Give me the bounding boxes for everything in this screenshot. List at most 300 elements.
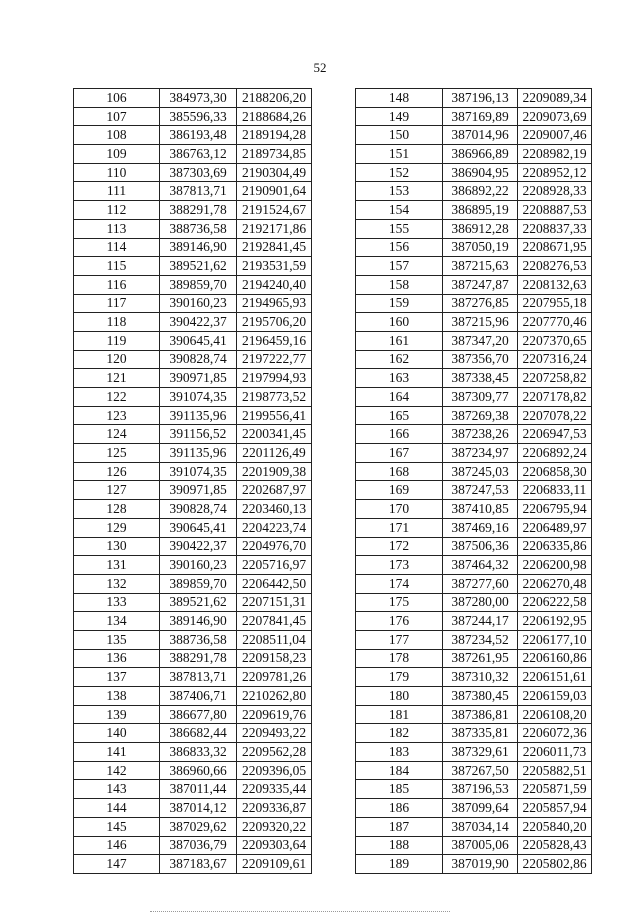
y-coordinate-cell: 2207151,31 bbox=[237, 593, 312, 612]
x-coordinate-cell: 387267,50 bbox=[443, 761, 518, 780]
y-coordinate-cell: 2206858,30 bbox=[518, 462, 592, 481]
table-row bbox=[74, 275, 312, 294]
x-coordinate-cell: 387019,90 bbox=[443, 855, 518, 874]
table-row bbox=[74, 145, 312, 164]
x-coordinate-cell: 390422,37 bbox=[160, 313, 237, 332]
y-coordinate-cell: 2208837,33 bbox=[518, 219, 592, 238]
x-coordinate-cell: 387347,20 bbox=[443, 331, 518, 350]
y-coordinate-cell: 2208952,12 bbox=[518, 163, 592, 182]
y-coordinate-cell: 2190901,64 bbox=[237, 182, 312, 201]
point-number-cell: 164 bbox=[356, 388, 443, 407]
point-number-cell: 121 bbox=[74, 369, 160, 388]
x-coordinate-cell: 386763,12 bbox=[160, 145, 237, 164]
point-number-cell: 154 bbox=[356, 201, 443, 220]
table-row bbox=[356, 780, 592, 799]
x-coordinate-cell: 387406,71 bbox=[160, 687, 237, 706]
point-number-cell: 115 bbox=[74, 257, 160, 276]
y-coordinate-cell: 2209335,44 bbox=[237, 780, 312, 799]
x-coordinate-cell: 387247,53 bbox=[443, 481, 518, 500]
x-coordinate-cell: 388736,58 bbox=[160, 219, 237, 238]
table-row bbox=[356, 705, 592, 724]
x-coordinate-cell: 388736,58 bbox=[160, 630, 237, 649]
y-coordinate-cell: 2208132,63 bbox=[518, 275, 592, 294]
point-number-cell: 160 bbox=[356, 313, 443, 332]
point-number-cell: 117 bbox=[74, 294, 160, 313]
point-number-cell: 118 bbox=[74, 313, 160, 332]
point-number-cell: 126 bbox=[74, 462, 160, 481]
point-number-cell: 182 bbox=[356, 724, 443, 743]
y-coordinate-cell: 2198773,52 bbox=[237, 388, 312, 407]
point-number-cell: 109 bbox=[74, 145, 160, 164]
table-row bbox=[356, 836, 592, 855]
x-coordinate-cell: 387014,96 bbox=[443, 126, 518, 145]
x-coordinate-cell: 389146,90 bbox=[160, 612, 237, 631]
y-coordinate-cell: 2193531,59 bbox=[237, 257, 312, 276]
y-coordinate-cell: 2194240,40 bbox=[237, 275, 312, 294]
point-number-cell: 122 bbox=[74, 388, 160, 407]
table-row bbox=[74, 761, 312, 780]
point-number-cell: 156 bbox=[356, 238, 443, 257]
table-row bbox=[356, 500, 592, 519]
x-coordinate-cell: 387269,38 bbox=[443, 406, 518, 425]
y-coordinate-cell: 2201909,38 bbox=[237, 462, 312, 481]
table-row bbox=[74, 238, 312, 257]
y-coordinate-cell: 2207370,65 bbox=[518, 331, 592, 350]
y-coordinate-cell: 2206892,24 bbox=[518, 444, 592, 463]
x-coordinate-cell: 387099,64 bbox=[443, 799, 518, 818]
table-row bbox=[356, 369, 592, 388]
table-row bbox=[356, 107, 592, 126]
x-coordinate-cell: 387386,81 bbox=[443, 705, 518, 724]
table-row bbox=[356, 126, 592, 145]
table-row bbox=[74, 425, 312, 444]
table-row bbox=[74, 668, 312, 687]
point-number-cell: 185 bbox=[356, 780, 443, 799]
x-coordinate-cell: 384973,30 bbox=[160, 89, 237, 108]
table-row bbox=[74, 724, 312, 743]
y-coordinate-cell: 2204223,74 bbox=[237, 518, 312, 537]
table-row bbox=[74, 331, 312, 350]
table-row bbox=[74, 126, 312, 145]
point-number-cell: 111 bbox=[74, 182, 160, 201]
x-coordinate-cell: 390160,23 bbox=[160, 294, 237, 313]
table-row bbox=[356, 182, 592, 201]
table-row bbox=[74, 369, 312, 388]
y-coordinate-cell: 2195706,20 bbox=[237, 313, 312, 332]
point-number-cell: 135 bbox=[74, 630, 160, 649]
table-row bbox=[356, 574, 592, 593]
y-coordinate-cell: 2202687,97 bbox=[237, 481, 312, 500]
point-number-cell: 127 bbox=[74, 481, 160, 500]
y-coordinate-cell: 2196459,16 bbox=[237, 331, 312, 350]
x-coordinate-cell: 387196,53 bbox=[443, 780, 518, 799]
table-row bbox=[356, 294, 592, 313]
point-number-cell: 124 bbox=[74, 425, 160, 444]
y-coordinate-cell: 2205857,94 bbox=[518, 799, 592, 818]
x-coordinate-cell: 389521,62 bbox=[160, 593, 237, 612]
x-coordinate-cell: 387813,71 bbox=[160, 182, 237, 201]
table-row bbox=[74, 313, 312, 332]
table-row bbox=[74, 855, 312, 874]
y-coordinate-cell: 2209562,28 bbox=[237, 743, 312, 762]
y-coordinate-cell: 2188206,20 bbox=[237, 89, 312, 108]
x-coordinate-cell: 387029,62 bbox=[160, 817, 237, 836]
table-row bbox=[356, 556, 592, 575]
x-coordinate-cell: 388291,78 bbox=[160, 649, 237, 668]
x-coordinate-cell: 387506,36 bbox=[443, 537, 518, 556]
x-coordinate-cell: 387183,67 bbox=[160, 855, 237, 874]
y-coordinate-cell: 2201126,49 bbox=[237, 444, 312, 463]
y-coordinate-cell: 2209619,76 bbox=[237, 705, 312, 724]
x-coordinate-cell: 389859,70 bbox=[160, 574, 237, 593]
x-coordinate-cell: 387011,44 bbox=[160, 780, 237, 799]
table-row bbox=[74, 612, 312, 631]
table-row bbox=[356, 481, 592, 500]
y-coordinate-cell: 2203460,13 bbox=[237, 500, 312, 519]
x-coordinate-cell: 390971,85 bbox=[160, 369, 237, 388]
x-coordinate-cell: 387014,12 bbox=[160, 799, 237, 818]
point-number-cell: 119 bbox=[74, 331, 160, 350]
table-row bbox=[356, 388, 592, 407]
point-number-cell: 123 bbox=[74, 406, 160, 425]
point-number-cell: 176 bbox=[356, 612, 443, 631]
x-coordinate-cell: 387169,89 bbox=[443, 107, 518, 126]
point-number-cell: 134 bbox=[74, 612, 160, 631]
x-coordinate-cell: 391074,35 bbox=[160, 462, 237, 481]
point-number-cell: 171 bbox=[356, 518, 443, 537]
table-row bbox=[356, 537, 592, 556]
table-row bbox=[74, 481, 312, 500]
x-coordinate-cell: 387196,13 bbox=[443, 89, 518, 108]
table-row bbox=[356, 313, 592, 332]
table-row bbox=[356, 145, 592, 164]
table-row bbox=[356, 275, 592, 294]
x-coordinate-cell: 386895,19 bbox=[443, 201, 518, 220]
table-row bbox=[74, 687, 312, 706]
x-coordinate-cell: 391156,52 bbox=[160, 425, 237, 444]
y-coordinate-cell: 2207955,18 bbox=[518, 294, 592, 313]
x-coordinate-cell: 386833,32 bbox=[160, 743, 237, 762]
point-number-cell: 146 bbox=[74, 836, 160, 855]
point-number-cell: 165 bbox=[356, 406, 443, 425]
x-coordinate-cell: 387380,45 bbox=[443, 687, 518, 706]
point-number-cell: 179 bbox=[356, 668, 443, 687]
table-row bbox=[356, 201, 592, 220]
x-coordinate-cell: 387280,00 bbox=[443, 593, 518, 612]
x-coordinate-cell: 387464,32 bbox=[443, 556, 518, 575]
x-coordinate-cell: 390160,23 bbox=[160, 556, 237, 575]
y-coordinate-cell: 2207258,82 bbox=[518, 369, 592, 388]
point-number-cell: 151 bbox=[356, 145, 443, 164]
x-coordinate-cell: 387215,96 bbox=[443, 313, 518, 332]
y-coordinate-cell: 2206222,58 bbox=[518, 593, 592, 612]
y-coordinate-cell: 2206108,20 bbox=[518, 705, 592, 724]
x-coordinate-cell: 389146,90 bbox=[160, 238, 237, 257]
y-coordinate-cell: 2209396,05 bbox=[237, 761, 312, 780]
point-number-cell: 131 bbox=[74, 556, 160, 575]
x-coordinate-cell: 387234,97 bbox=[443, 444, 518, 463]
y-coordinate-cell: 2205840,20 bbox=[518, 817, 592, 836]
x-coordinate-cell: 390645,41 bbox=[160, 518, 237, 537]
table-row bbox=[74, 163, 312, 182]
table-row bbox=[74, 743, 312, 762]
point-number-cell: 128 bbox=[74, 500, 160, 519]
y-coordinate-cell: 2207078,22 bbox=[518, 406, 592, 425]
x-coordinate-cell: 390645,41 bbox=[160, 331, 237, 350]
y-coordinate-cell: 2206160,86 bbox=[518, 649, 592, 668]
point-number-cell: 183 bbox=[356, 743, 443, 762]
y-coordinate-cell: 2209493,22 bbox=[237, 724, 312, 743]
point-number-cell: 169 bbox=[356, 481, 443, 500]
y-coordinate-cell: 2208982,19 bbox=[518, 145, 592, 164]
y-coordinate-cell: 2200341,45 bbox=[237, 425, 312, 444]
y-coordinate-cell: 2209303,64 bbox=[237, 836, 312, 855]
table-row bbox=[74, 593, 312, 612]
y-coordinate-cell: 2205716,97 bbox=[237, 556, 312, 575]
table-row bbox=[74, 294, 312, 313]
point-number-cell: 155 bbox=[356, 219, 443, 238]
table-row bbox=[356, 331, 592, 350]
x-coordinate-cell: 386892,22 bbox=[443, 182, 518, 201]
point-number-cell: 114 bbox=[74, 238, 160, 257]
point-number-cell: 108 bbox=[74, 126, 160, 145]
y-coordinate-cell: 2206192,95 bbox=[518, 612, 592, 631]
point-number-cell: 150 bbox=[356, 126, 443, 145]
x-coordinate-cell: 387244,17 bbox=[443, 612, 518, 631]
point-number-cell: 152 bbox=[356, 163, 443, 182]
table-row bbox=[74, 649, 312, 668]
x-coordinate-cell: 387338,45 bbox=[443, 369, 518, 388]
table-row bbox=[74, 350, 312, 369]
point-number-cell: 189 bbox=[356, 855, 443, 874]
y-coordinate-cell: 2209781,26 bbox=[237, 668, 312, 687]
y-coordinate-cell: 2210262,80 bbox=[237, 687, 312, 706]
y-coordinate-cell: 2206159,03 bbox=[518, 687, 592, 706]
x-coordinate-cell: 387034,14 bbox=[443, 817, 518, 836]
y-coordinate-cell: 2207770,46 bbox=[518, 313, 592, 332]
table-row bbox=[356, 425, 592, 444]
point-number-cell: 186 bbox=[356, 799, 443, 818]
y-coordinate-cell: 2197994,93 bbox=[237, 369, 312, 388]
y-coordinate-cell: 2189194,28 bbox=[237, 126, 312, 145]
table-row bbox=[356, 238, 592, 257]
table-row bbox=[74, 574, 312, 593]
point-number-cell: 153 bbox=[356, 182, 443, 201]
point-number-cell: 113 bbox=[74, 219, 160, 238]
point-number-cell: 177 bbox=[356, 630, 443, 649]
page-number: 52 bbox=[313, 60, 327, 75]
table-row bbox=[74, 556, 312, 575]
x-coordinate-cell: 387234,52 bbox=[443, 630, 518, 649]
x-coordinate-cell: 387813,71 bbox=[160, 668, 237, 687]
y-coordinate-cell: 2208928,33 bbox=[518, 182, 592, 201]
y-coordinate-cell: 2206833,11 bbox=[518, 481, 592, 500]
y-coordinate-cell: 2190304,49 bbox=[237, 163, 312, 182]
y-coordinate-cell: 2209320,22 bbox=[237, 817, 312, 836]
y-coordinate-cell: 2209109,61 bbox=[237, 855, 312, 874]
point-number-cell: 187 bbox=[356, 817, 443, 836]
table-row bbox=[356, 406, 592, 425]
y-coordinate-cell: 2206795,94 bbox=[518, 500, 592, 519]
x-coordinate-cell: 387005,06 bbox=[443, 836, 518, 855]
table-row bbox=[356, 687, 592, 706]
x-coordinate-cell: 390971,85 bbox=[160, 481, 237, 500]
bottom-rule bbox=[150, 911, 450, 912]
table-row bbox=[356, 350, 592, 369]
point-number-cell: 162 bbox=[356, 350, 443, 369]
y-coordinate-cell: 2206442,50 bbox=[237, 574, 312, 593]
point-number-cell: 141 bbox=[74, 743, 160, 762]
point-number-cell: 112 bbox=[74, 201, 160, 220]
table-row bbox=[356, 462, 592, 481]
x-coordinate-cell: 387309,77 bbox=[443, 388, 518, 407]
y-coordinate-cell: 2206489,97 bbox=[518, 518, 592, 537]
table-row bbox=[74, 780, 312, 799]
point-number-cell: 170 bbox=[356, 500, 443, 519]
x-coordinate-cell: 387335,81 bbox=[443, 724, 518, 743]
point-number-cell: 172 bbox=[356, 537, 443, 556]
x-coordinate-cell: 387277,60 bbox=[443, 574, 518, 593]
point-number-cell: 116 bbox=[74, 275, 160, 294]
table-row bbox=[356, 743, 592, 762]
point-number-cell: 166 bbox=[356, 425, 443, 444]
point-number-cell: 188 bbox=[356, 836, 443, 855]
x-coordinate-cell: 387036,79 bbox=[160, 836, 237, 855]
x-coordinate-cell: 386960,66 bbox=[160, 761, 237, 780]
y-coordinate-cell: 2208511,04 bbox=[237, 630, 312, 649]
table-row bbox=[74, 89, 312, 108]
point-number-cell: 157 bbox=[356, 257, 443, 276]
x-coordinate-cell: 385596,33 bbox=[160, 107, 237, 126]
x-coordinate-cell: 386912,28 bbox=[443, 219, 518, 238]
x-coordinate-cell: 390828,74 bbox=[160, 350, 237, 369]
x-coordinate-cell: 387245,03 bbox=[443, 462, 518, 481]
table-row bbox=[74, 406, 312, 425]
table-row bbox=[356, 518, 592, 537]
x-coordinate-cell: 387247,87 bbox=[443, 275, 518, 294]
point-number-cell: 137 bbox=[74, 668, 160, 687]
y-coordinate-cell: 2188684,26 bbox=[237, 107, 312, 126]
y-coordinate-cell: 2204976,70 bbox=[237, 537, 312, 556]
point-number-cell: 140 bbox=[74, 724, 160, 743]
y-coordinate-cell: 2205882,51 bbox=[518, 761, 592, 780]
y-coordinate-cell: 2206200,98 bbox=[518, 556, 592, 575]
x-coordinate-cell: 389521,62 bbox=[160, 257, 237, 276]
y-coordinate-cell: 2207316,24 bbox=[518, 350, 592, 369]
table-row bbox=[74, 799, 312, 818]
x-coordinate-cell: 387303,69 bbox=[160, 163, 237, 182]
y-coordinate-cell: 2207178,82 bbox=[518, 388, 592, 407]
point-number-cell: 161 bbox=[356, 331, 443, 350]
table-row bbox=[74, 444, 312, 463]
x-coordinate-cell: 387356,70 bbox=[443, 350, 518, 369]
y-coordinate-cell: 2206335,86 bbox=[518, 537, 592, 556]
y-coordinate-cell: 2194965,93 bbox=[237, 294, 312, 313]
x-coordinate-cell: 387310,32 bbox=[443, 668, 518, 687]
point-number-cell: 143 bbox=[74, 780, 160, 799]
point-number-cell: 148 bbox=[356, 89, 443, 108]
point-number-cell: 168 bbox=[356, 462, 443, 481]
x-coordinate-cell: 387261,95 bbox=[443, 649, 518, 668]
x-coordinate-cell: 387238,26 bbox=[443, 425, 518, 444]
point-number-cell: 178 bbox=[356, 649, 443, 668]
table-row bbox=[356, 817, 592, 836]
table-row bbox=[356, 724, 592, 743]
point-number-cell: 175 bbox=[356, 593, 443, 612]
x-coordinate-cell: 391135,96 bbox=[160, 406, 237, 425]
point-number-cell: 181 bbox=[356, 705, 443, 724]
x-coordinate-cell: 386677,80 bbox=[160, 705, 237, 724]
x-coordinate-cell: 387215,63 bbox=[443, 257, 518, 276]
y-coordinate-cell: 2199556,41 bbox=[237, 406, 312, 425]
point-number-cell: 149 bbox=[356, 107, 443, 126]
table-row bbox=[74, 182, 312, 201]
y-coordinate-cell: 2206011,73 bbox=[518, 743, 592, 762]
point-number-cell: 167 bbox=[356, 444, 443, 463]
y-coordinate-cell: 2209336,87 bbox=[237, 799, 312, 818]
point-number-cell: 133 bbox=[74, 593, 160, 612]
table-row bbox=[74, 201, 312, 220]
point-number-cell: 132 bbox=[74, 574, 160, 593]
point-number-cell: 145 bbox=[74, 817, 160, 836]
point-number-cell: 106 bbox=[74, 89, 160, 108]
table-row bbox=[356, 630, 592, 649]
table-row bbox=[74, 257, 312, 276]
y-coordinate-cell: 2206947,53 bbox=[518, 425, 592, 444]
table-row bbox=[74, 537, 312, 556]
point-number-cell: 173 bbox=[356, 556, 443, 575]
y-coordinate-cell: 2207841,45 bbox=[237, 612, 312, 631]
y-coordinate-cell: 2209073,69 bbox=[518, 107, 592, 126]
table-row bbox=[356, 649, 592, 668]
point-number-cell: 136 bbox=[74, 649, 160, 668]
y-coordinate-cell: 2209007,46 bbox=[518, 126, 592, 145]
table-row bbox=[74, 817, 312, 836]
x-coordinate-cell: 390828,74 bbox=[160, 500, 237, 519]
table-row bbox=[356, 612, 592, 631]
table-row bbox=[356, 761, 592, 780]
point-number-cell: 147 bbox=[74, 855, 160, 874]
x-coordinate-cell: 386682,44 bbox=[160, 724, 237, 743]
point-number-cell: 163 bbox=[356, 369, 443, 388]
table-row bbox=[356, 219, 592, 238]
y-coordinate-cell: 2197222,77 bbox=[237, 350, 312, 369]
table-row bbox=[74, 107, 312, 126]
point-number-cell: 174 bbox=[356, 574, 443, 593]
coordinate-table-right bbox=[355, 88, 592, 874]
point-number-cell: 144 bbox=[74, 799, 160, 818]
y-coordinate-cell: 2209089,34 bbox=[518, 89, 592, 108]
y-coordinate-cell: 2205828,43 bbox=[518, 836, 592, 855]
table-row bbox=[74, 462, 312, 481]
y-coordinate-cell: 2206270,48 bbox=[518, 574, 592, 593]
y-coordinate-cell: 2208671,95 bbox=[518, 238, 592, 257]
x-coordinate-cell: 387050,19 bbox=[443, 238, 518, 257]
y-coordinate-cell: 2189734,85 bbox=[237, 145, 312, 164]
point-number-cell: 142 bbox=[74, 761, 160, 780]
x-coordinate-cell: 386193,48 bbox=[160, 126, 237, 145]
table-row bbox=[356, 163, 592, 182]
table-row bbox=[74, 836, 312, 855]
point-number-cell: 130 bbox=[74, 537, 160, 556]
table-row bbox=[74, 705, 312, 724]
x-coordinate-cell: 391074,35 bbox=[160, 388, 237, 407]
table-row bbox=[356, 799, 592, 818]
x-coordinate-cell: 386966,89 bbox=[443, 145, 518, 164]
x-coordinate-cell: 387469,16 bbox=[443, 518, 518, 537]
x-coordinate-cell: 391135,96 bbox=[160, 444, 237, 463]
y-coordinate-cell: 2208887,53 bbox=[518, 201, 592, 220]
